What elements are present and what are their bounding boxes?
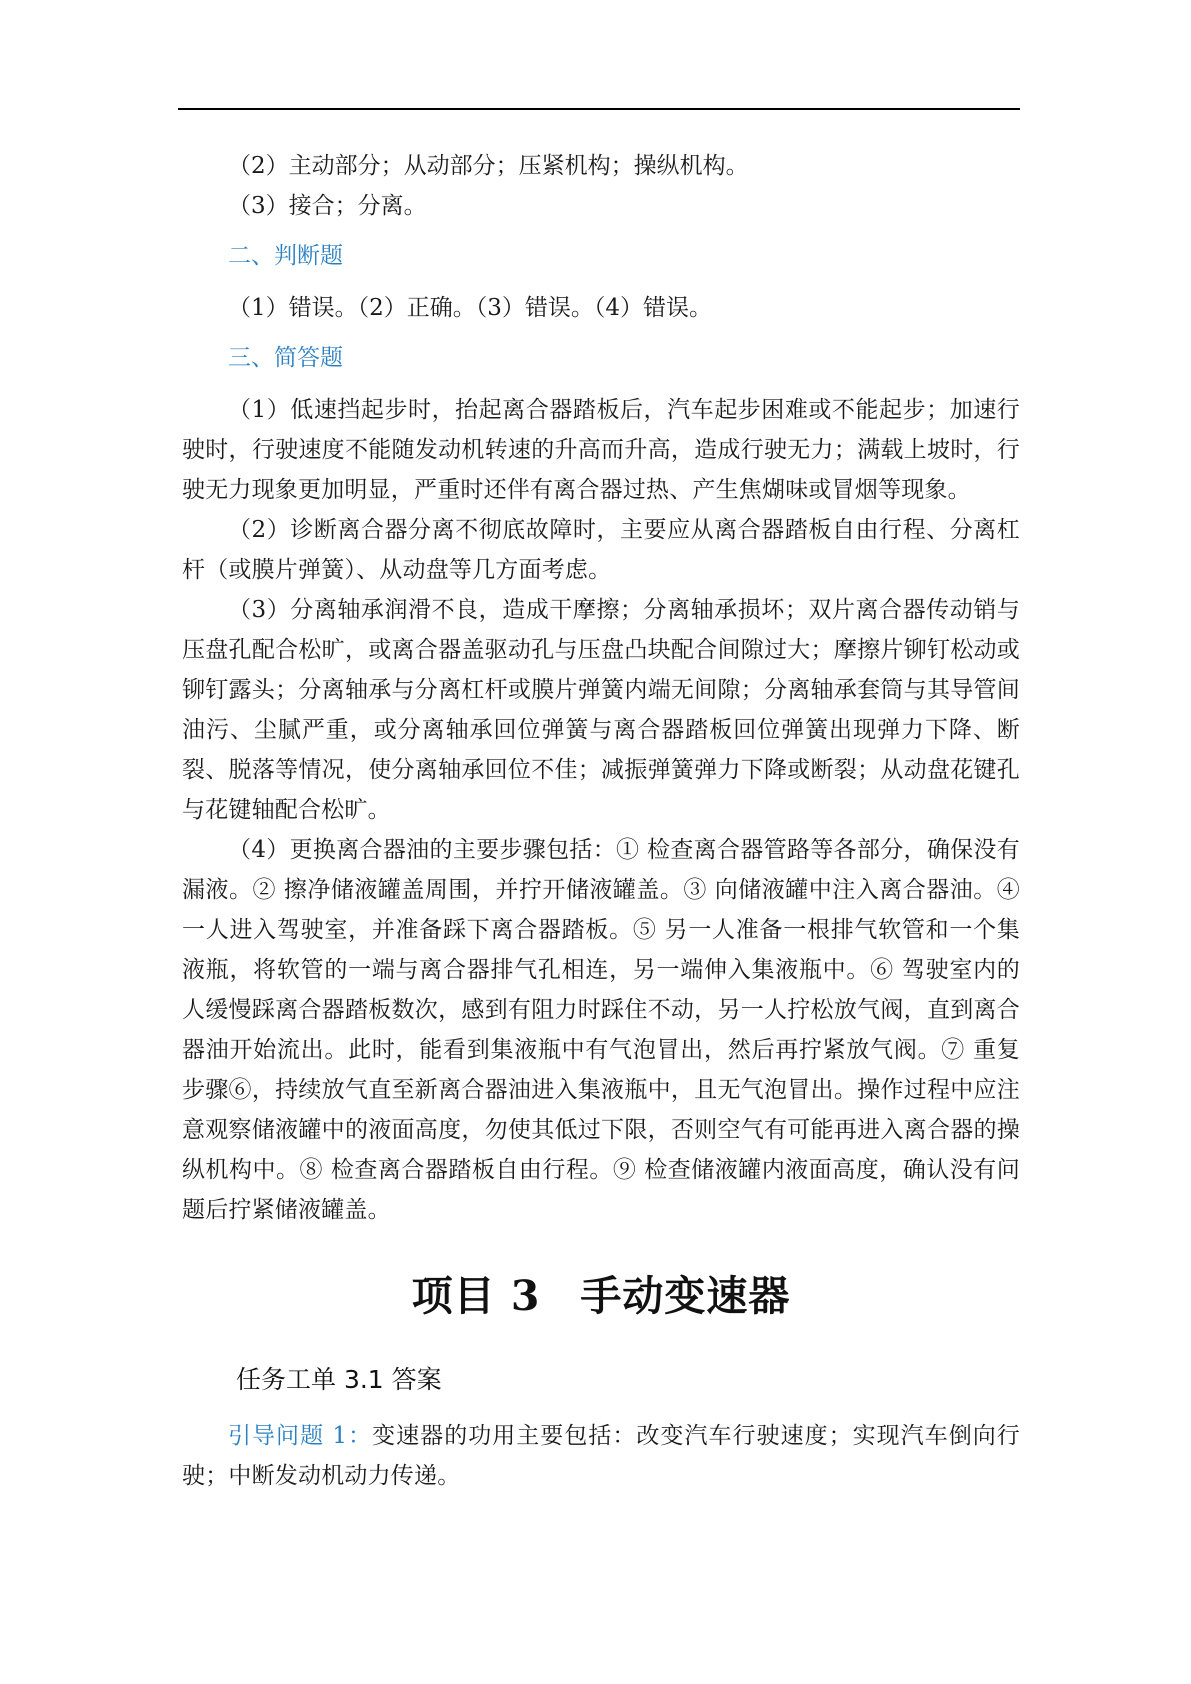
short-answer-section-heading: 三、简答题: [228, 345, 343, 371]
page-content: [182, 146, 1020, 1496]
short-answer-2: （2）诊断离合器分离不彻底故障时，主要应从离合器踏板自由行程、分离杠杆（或膜片弹簧）、从动盘等几方面考虑。: [182, 517, 1020, 583]
task-title: 任务工单 3.1 答案: [236, 1365, 442, 1394]
judge-answers: （1）错误。（2）正确。（3）错误。（4）错误。: [228, 295, 713, 321]
project-name: 手动变速器: [580, 1272, 791, 1320]
project-number: 项目 3: [411, 1272, 541, 1320]
project-title: [182, 1266, 1020, 1326]
header-rule: [178, 108, 1020, 110]
fill-blank-answer-3: （3）接合；分离。: [228, 193, 427, 219]
guide-question-label: 引导问题 1：: [228, 1423, 373, 1449]
short-answer-1: （1）低速挡起步时，抬起离合器踏板后，汽车起步困难或不能起步；加速行驶时，行驶速度不能随发动机转速的升高而升高，造成行驶无力；满载上坡时，行驶无力现象更加明显，严重时还伴有离合器过热、产生焦煳味或冒烟等现象。: [182, 397, 1020, 503]
short-answer-4: （4）更换离合器油的主要步骤包括：① 检查离合器管路等各部分，确保没有漏液。② 擦净储液罐盖周围，并拧开储液罐盖。③ 向储液罐中注入离合器油。④ 一人进入驾驶室，并准备踩下离合器踏板。⑤ 另一人准备一根排气软管和一个集液瓶，将软管的一端与离合器排气孔相连，另一端伸入集液瓶中。⑥ 驾驶室内的人缓慢踩离合器踏板数次，感到有阻力时踩住不动，另一人拧松放气阀，直到离合器油开始流出。此时，能看到集液瓶中有气泡冒出，然后再拧紧放气阀。⑦ 重复步骤⑥，持续放气直至新离合器油进入集液瓶中，且无气泡冒出。操作过程中应注意观察储液罐中的液面高度，勿使其低过下限，否则空气有可能再进入离合器的操纵机构中。⑧ 检查离合器踏板自由行程。⑨ 检查储液罐内液面高度，确认没有问题后拧紧储液罐盖。: [182, 837, 1020, 1223]
guide-question-1: [182, 1416, 1020, 1496]
judge-section-heading: 二、判断题: [228, 243, 343, 269]
fill-blank-answer-2: （2）主动部分；从动部分；压紧机构；操纵机构。: [228, 153, 749, 179]
guide-question-text: 变速器的功用主要包括：改变汽车行驶速度；实现汽车倒向行驶；中断发动机动力传递。: [182, 1423, 1020, 1489]
short-answer-3: （3）分离轴承润滑不良，造成干摩擦；分离轴承损坏；双片离合器传动销与压盘孔配合松旷，或离合器盖驱动孔与压盘凸块配合间隙过大；摩擦片铆钉松动或铆钉露头；分离轴承与分离杠杆或膜片弹簧内端无间隙；分离轴承套筒与其导管间油污、尘腻严重，或分离轴承回位弹簧与离合器踏板回位弹簧出现弹力下降、断裂、脱落等情况，使分离轴承回位不佳；减振弹簧弹力下降或断裂；从动盘花键孔与花键轴配合松旷。: [182, 597, 1020, 823]
